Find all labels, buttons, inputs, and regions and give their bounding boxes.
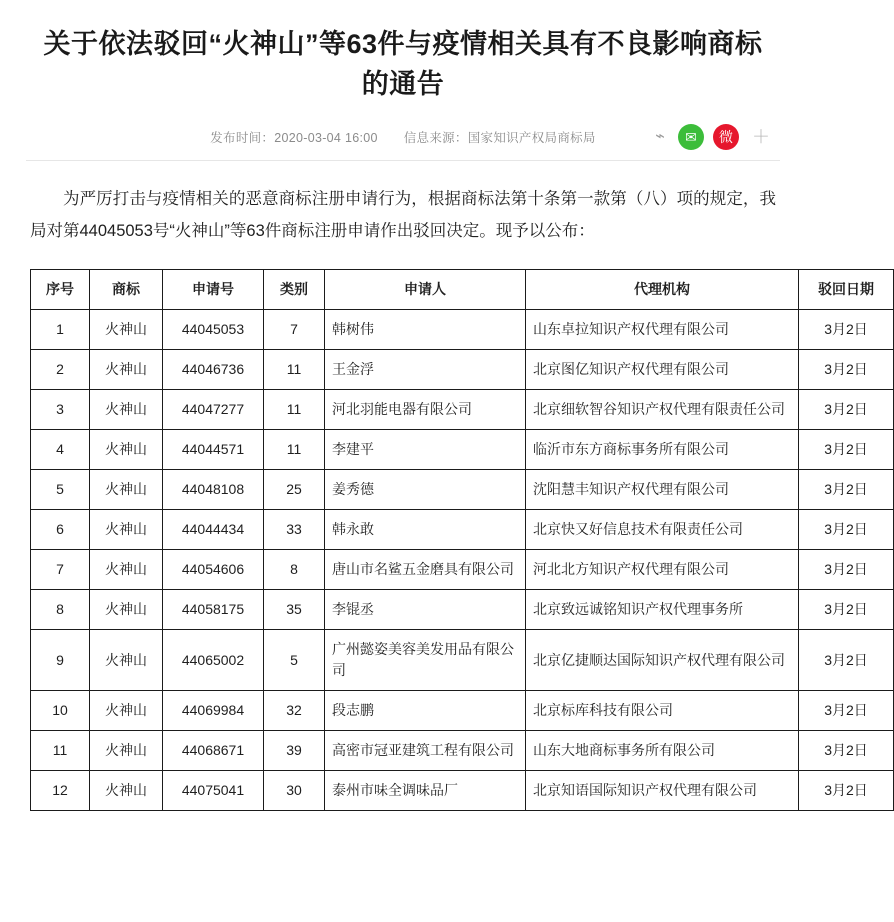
table-row	[31, 731, 894, 771]
cell-applicant: 泰州市味全调味品厂	[325, 771, 526, 811]
cell-applicant: 唐山市名鲨五金磨具有限公司	[325, 550, 526, 590]
table-row	[31, 430, 894, 470]
cell-applicant: 韩树伟	[325, 310, 526, 350]
cell-trademark: 火神山	[90, 550, 163, 590]
cell-agency: 北京标库科技有限公司	[526, 691, 799, 731]
cell-index: 8	[31, 590, 90, 630]
column-header-index: 序号	[31, 270, 90, 310]
wechat-icon[interactable]: ✉	[678, 124, 704, 150]
cell-reject-date: 3月2日	[799, 731, 894, 771]
lead-paragraph: 为严厉打击与疫情相关的恶意商标注册申请行为，根据商标法第十条第一款第（八）项的规定，我局对第44045053号“火神山”等63件商标注册申请作出驳回决定。现予以公布：	[30, 190, 776, 240]
cell-class: 39	[264, 731, 325, 771]
cell-class: 32	[264, 691, 325, 731]
cell-agency: 北京知语国际知识产权代理有限公司	[526, 771, 799, 811]
cell-applicant: 高密市冠亚建筑工程有限公司	[325, 731, 526, 771]
cell-class: 11	[264, 430, 325, 470]
cell-application-number: 44065002	[163, 630, 264, 691]
cell-agency: 北京图亿知识产权代理有限公司	[526, 350, 799, 390]
article-meta	[26, 122, 780, 152]
article-page	[0, 24, 874, 811]
cell-index: 1	[31, 310, 90, 350]
cell-agency: 山东大地商标事务所有限公司	[526, 731, 799, 771]
table-row	[31, 510, 894, 550]
column-header-application-number: 申请号	[163, 270, 264, 310]
weibo-icon[interactable]: 微	[713, 124, 739, 150]
table-row	[31, 691, 894, 731]
cell-trademark: 火神山	[90, 510, 163, 550]
column-header-applicant: 申请人	[325, 270, 526, 310]
cell-reject-date: 3月2日	[799, 691, 894, 731]
cell-agency: 北京亿捷顺达国际知识产权代理有限公司	[526, 630, 799, 691]
meta-text-group	[210, 128, 596, 146]
cell-application-number: 44075041	[163, 771, 264, 811]
rejected-trademarks-table	[30, 269, 894, 811]
cell-trademark: 火神山	[90, 691, 163, 731]
cell-trademark: 火神山	[90, 771, 163, 811]
table-row	[31, 350, 894, 390]
cell-index: 2	[31, 350, 90, 390]
share-bar[interactable]	[651, 122, 774, 152]
table-row	[31, 310, 894, 350]
cell-trademark: 火神山	[90, 310, 163, 350]
info-source: 信息来源：国家知识产权局商标局	[403, 131, 596, 145]
cell-trademark: 火神山	[90, 430, 163, 470]
plus-icon[interactable]: ＋	[752, 127, 770, 147]
cell-index: 9	[31, 630, 90, 691]
cell-applicant: 李建平	[325, 430, 526, 470]
cell-reject-date: 3月2日	[799, 390, 894, 430]
cell-application-number: 44047277	[163, 390, 264, 430]
cell-application-number: 44045053	[163, 310, 264, 350]
cell-agency: 北京致远诚铭知识产权代理事务所	[526, 590, 799, 630]
cell-application-number: 44048108	[163, 470, 264, 510]
cell-agency: 北京快又好信息技术有限责任公司	[526, 510, 799, 550]
cell-index: 5	[31, 470, 90, 510]
cell-index: 10	[31, 691, 90, 731]
column-header-class: 类别	[264, 270, 325, 310]
cell-reject-date: 3月2日	[799, 310, 894, 350]
cell-trademark: 火神山	[90, 350, 163, 390]
table-row	[31, 771, 894, 811]
cell-trademark: 火神山	[90, 731, 163, 771]
publish-time: 发布时间：2020-03-04 16:00	[210, 131, 378, 145]
cell-class: 11	[264, 390, 325, 430]
cell-reject-date: 3月2日	[799, 590, 894, 630]
cell-agency: 沈阳慧丰知识产权代理有限公司	[526, 470, 799, 510]
cell-index: 12	[31, 771, 90, 811]
cell-agency: 北京细软智谷知识产权代理有限责任公司	[526, 390, 799, 430]
cell-application-number: 44058175	[163, 590, 264, 630]
cell-reject-date: 3月2日	[799, 771, 894, 811]
column-header-trademark: 商标	[90, 270, 163, 310]
cell-agency: 山东卓拉知识产权代理有限公司	[526, 310, 799, 350]
cell-trademark: 火神山	[90, 470, 163, 510]
cell-class: 8	[264, 550, 325, 590]
cell-application-number: 44044571	[163, 430, 264, 470]
cell-reject-date: 3月2日	[799, 350, 894, 390]
table-header-row	[31, 270, 894, 310]
cell-application-number: 44054606	[163, 550, 264, 590]
cell-trademark: 火神山	[90, 390, 163, 430]
cell-class: 25	[264, 470, 325, 510]
cell-reject-date: 3月2日	[799, 510, 894, 550]
cell-agency: 河北北方知识产权代理有限公司	[526, 550, 799, 590]
cell-agency: 临沂市东方商标事务所有限公司	[526, 430, 799, 470]
cell-reject-date: 3月2日	[799, 550, 894, 590]
cell-applicant: 河北羽能电器有限公司	[325, 390, 526, 430]
cell-applicant: 王金浮	[325, 350, 526, 390]
table-row	[31, 630, 894, 691]
page-title: 关于依法驳回“火神山”等63件与疫情相关具有不良影响商标的通告	[43, 29, 763, 99]
cell-class: 11	[264, 350, 325, 390]
cell-reject-date: 3月2日	[799, 430, 894, 470]
cell-application-number: 44069984	[163, 691, 264, 731]
cell-applicant: 广州懿姿美容美发用品有限公司	[325, 630, 526, 691]
table-row	[31, 550, 894, 590]
cell-class: 33	[264, 510, 325, 550]
cell-applicant: 段志鹏	[325, 691, 526, 731]
cell-class: 30	[264, 771, 325, 811]
cell-index: 3	[31, 390, 90, 430]
cell-class: 7	[264, 310, 325, 350]
cell-index: 4	[31, 430, 90, 470]
cell-index: 7	[31, 550, 90, 590]
cell-trademark: 火神山	[90, 590, 163, 630]
cell-class: 35	[264, 590, 325, 630]
table-row	[31, 470, 894, 510]
cell-reject-date: 3月2日	[799, 470, 894, 510]
cell-trademark: 火神山	[90, 630, 163, 691]
cell-applicant: 李锟丞	[325, 590, 526, 630]
cell-applicant: 韩永敢	[325, 510, 526, 550]
column-header-agency: 代理机构	[526, 270, 799, 310]
cell-application-number: 44044434	[163, 510, 264, 550]
table-row	[31, 590, 894, 630]
cell-class: 5	[264, 630, 325, 691]
cell-application-number: 44046736	[163, 350, 264, 390]
cell-index: 11	[31, 731, 90, 771]
cell-applicant: 姜秀德	[325, 470, 526, 510]
cell-application-number: 44068671	[163, 731, 264, 771]
cell-reject-date: 3月2日	[799, 630, 894, 691]
table-row	[31, 390, 894, 430]
cell-index: 6	[31, 510, 90, 550]
header-divider	[26, 160, 780, 161]
column-header-reject-date: 驳回日期	[799, 270, 894, 310]
share-icon[interactable]: ⌁	[655, 128, 665, 145]
